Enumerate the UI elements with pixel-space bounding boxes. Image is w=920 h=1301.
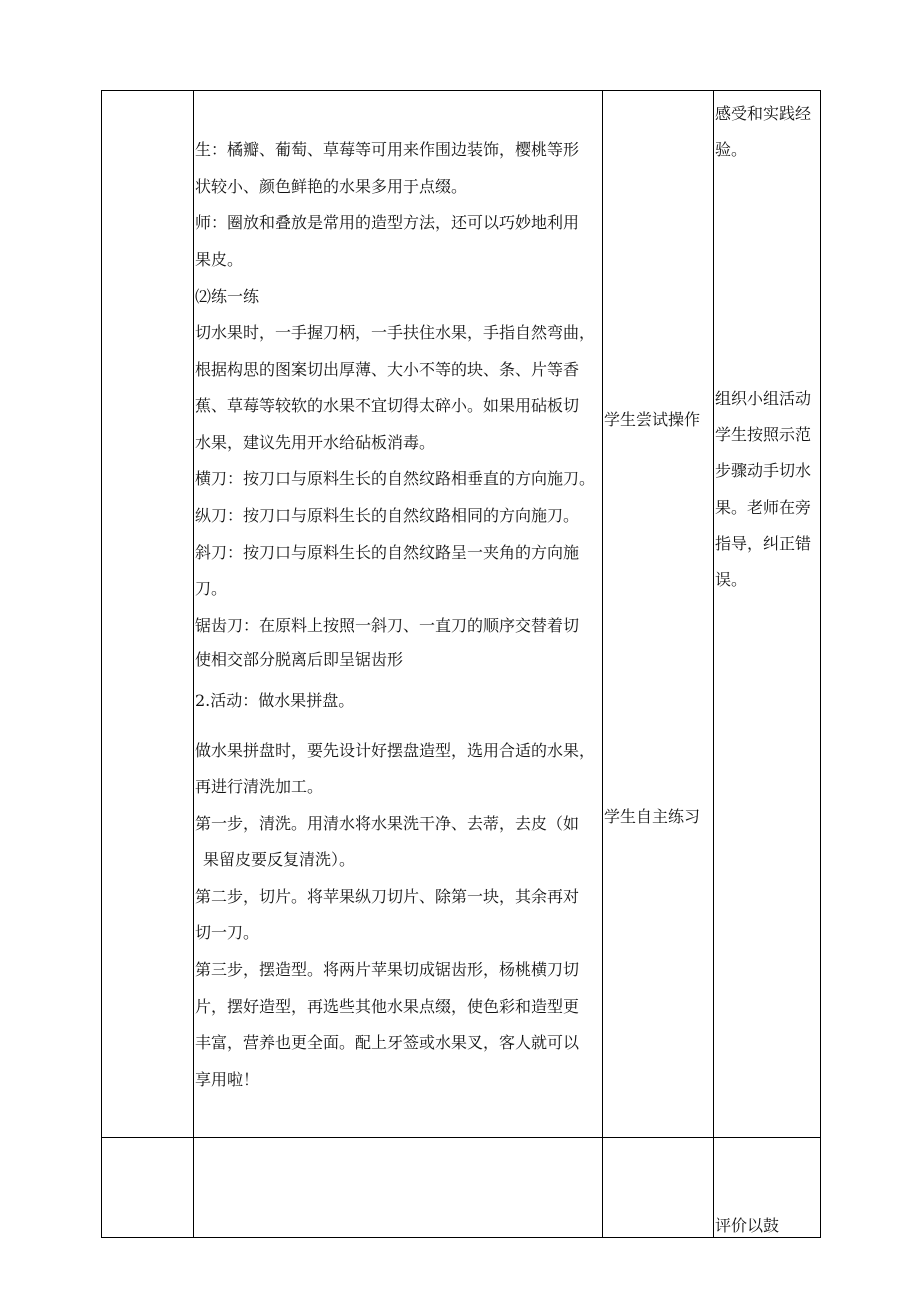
content-line: 水果，建议先用开水给砧板消毒。 (195, 433, 436, 452)
content-line: 第三步，摆造型。将两片苹果切成锯齿形，杨桃横刀切 (195, 960, 580, 979)
table-divider-col1 (193, 90, 194, 1238)
intent-line: 误。 (715, 570, 748, 589)
content-line: 刀。 (195, 579, 228, 598)
content-line: 果留皮要反复清洗）。 (203, 850, 356, 869)
content-line: 生：橘瓣、葡萄、草莓等可用来作围边装饰，樱桃等形 (195, 140, 580, 159)
intent-line: 感受和实践经 (715, 104, 812, 123)
content-line: 果皮。 (195, 250, 244, 269)
student-activity-practice: 学生自主练习 (604, 807, 701, 826)
content-line: 第一步，清洗。用清水将水果洗干净、去蒂，去皮（如 (195, 814, 580, 833)
student-activity-try: 学生尝试操作 (604, 410, 701, 429)
table-border-left (101, 90, 102, 1238)
content-line: ⑵练一练 (195, 287, 260, 306)
intent-line: 学生按照示范 (715, 425, 812, 444)
content-line: 状较小、颜色鲜艳的水果多用于点缀。 (195, 177, 468, 196)
content-line: 根据构思的图案切出厚薄、大小不等的块、条、片等香 (195, 360, 580, 379)
table-border-top (101, 90, 821, 91)
content-line: 做水果拼盘时，要先设计好摆盘造型，选用合适的水果， (195, 741, 596, 760)
table-border-bottom (101, 1237, 821, 1238)
content-line: 切水果时，一手握刀柄，一手扶住水果，手指自然弯曲， (195, 323, 596, 342)
intent-line: 果。老师在旁 (715, 498, 812, 517)
content-line: 享用啦！ (195, 1070, 260, 1089)
table-divider-col2 (602, 90, 603, 1238)
content-line: 师：圈放和叠放是常用的造型方法，还可以巧妙地利用 (195, 213, 580, 232)
intent-line: 验。 (715, 140, 748, 159)
intent-line: 评价以鼓 (715, 1216, 780, 1235)
content-line: 片，摆好造型，再选些其他水果点缀，使色彩和造型更 (195, 997, 580, 1016)
table-divider-col3 (713, 90, 714, 1238)
content-line: 锯齿刀：在原料上按照一斜刀、一直刀的顺序交替着切 (195, 616, 580, 635)
intent-line: 步骤动手切水 (715, 461, 812, 480)
intent-line: 指导，纠正错 (715, 534, 812, 553)
intent-line: 组织小组活动 (715, 389, 812, 408)
table-border-right (820, 90, 821, 1238)
content-line: 蕉、草莓等较软的水果不宜切得太碎小。如果用砧板切 (195, 396, 580, 415)
content-line: 再进行清洗加工。 (195, 777, 324, 796)
content-line: 2.活动：做水果拼盘。 (195, 691, 355, 710)
content-line: 第二步，切片。将苹果纵刀切片、除第一块，其余再对 (195, 887, 580, 906)
content-line: 纵刀：按刀口与原料生长的自然纹路相同的方向施刀。 (195, 506, 580, 525)
content-line: 斜刀：按刀口与原料生长的自然纹路呈一夹角的方向施 (195, 543, 580, 562)
table-row-divider (101, 1137, 821, 1138)
content-line: 使相交部分脱离后即呈锯齿形 (195, 650, 404, 669)
content-line: 切一刀。 (195, 923, 260, 942)
content-line: 丰富，营养也更全面。配上牙签或水果叉，客人就可以 (195, 1033, 580, 1052)
content-line: 横刀：按刀口与原料生长的自然纹路相垂直的方向施刀。 (195, 469, 596, 488)
